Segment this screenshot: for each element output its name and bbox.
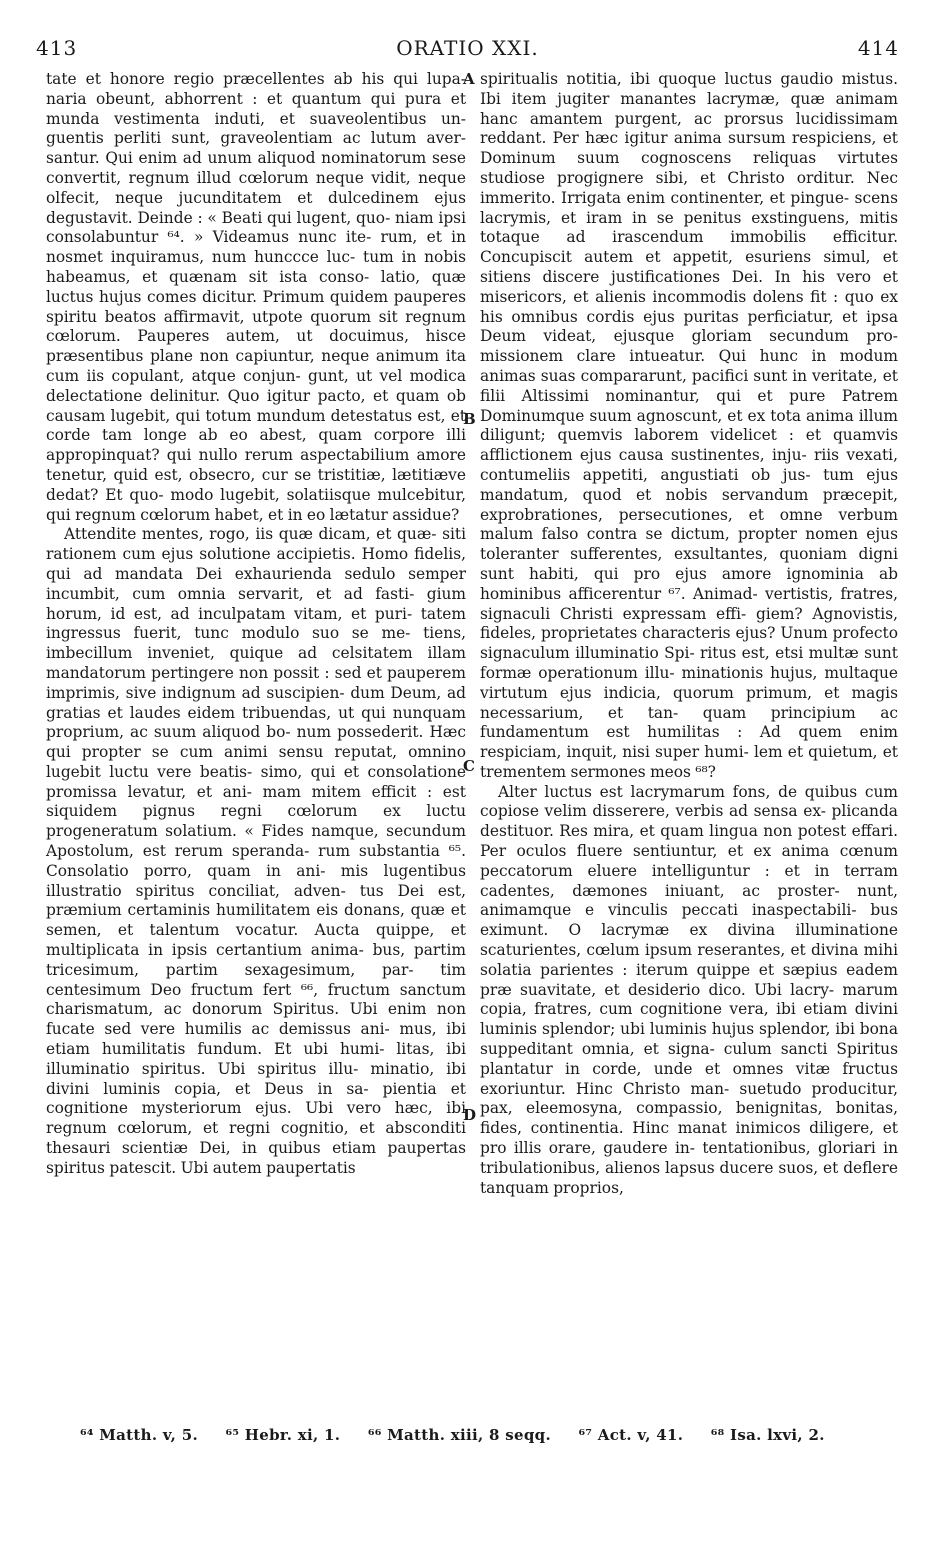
- paragraph: spiritualis notitia, ibi quoque luctus gaudio mistus. Ibi item jugiter manantes lacrymæ, quæ animam hanc amantem purgent, ac prorsus lucidissimam reddant. Per hæc igitur anima sursum respiciens, et Dominum suum cognoscens reliquas virtutes studiose progignere sibi, et Christo orditur. Nec immerito. Irrigata enim continenter, et pingue- scens lacrymis, et iram in se penitus exstinguens, mitis totaque ad irascendum immobilis efficitur. Concupiscit autem et appetit, esuriens simul, et sitiens discere justificationes Dei. In his vero et misericors, et alienis incommodis dolens fit : quo ex his omnibus cordis ejus puritas perficiatur, et ipsa Deum videat, ejusque gloriam secundum pro- missionem clare intueatur. Qui hunc in modum animas suas compararunt, pacifici sunt in veritate, et filii Altissimi nominantur, qui et pure Patrem Dominumque suum agnoscunt, et ex tota anima illum diligunt; quemvis laborem videlicet : et quamvis afflictionem ejus causa sustinentes, inju- riis vexati, contumeliis appetiti, angustiati ob jus- tum ejus mandatum, quod et nobis servandum præcepit, exprobrationes, persecutiones, et omne verbum malum falso contra se dictum, propter nomen ejus toleranter sufferentes, exsultantes, quoniam digni sunt habiti, qui pro ejus amore ignominia ab hominibus afficerentur ⁶⁷. Animad- vertistis, fratres, signaculi Christi expressam effi- giem? Agnovistis, fideles, proprietates characteris ejus? Unum profecto signaculum illuminatio Spi- ritus est, etsi multæ sunt formæ operationum illu- minationis hujus, multaque virtutum ejus indicia, quorum primum, et magis necessarium, et tan- quam principium ac fundamentum est humilitas : Ad quem enim respiciam, inquit, nisi super humi- lem et quietum, et trementem sermones meos ⁶⁸?: [480, 70, 898, 781]
- margin-letter-d: D: [463, 1106, 477, 1124]
- page-title: ORATIO XXI.: [396, 36, 539, 60]
- paragraph: Attendite mentes, rogo, iis quæ dicam, et quæ- siti rationem cum ejus solutione accipietis. Homo fidelis, qui ad mandata Dei exhaurienda sedulo semper incumbit, cum omnia servarit, et ad fasti- gium horum, id est, ad inculpatam vitam, et puri- tatem ingressus fuerit, tunc modulo suo se me- tiens, imbecillum inveniet, quique ad celsitatem illam mandatorum pertingere non possit : sed et pauperem imprimis, sive indignum ad suscipien- dum Deum, ad gratias et laudes eidem tribuendas, ut qui nunquam proprium, ac suum aliquod bo- num possederit. Hæc qui propter se cum animi sensu reputat, omnino lugebit luctu vere beatis- simo, qui et consolatione promissa levatur, et ani- mam mitem efficit : est siquidem pignus regni cœlorum ex luctu progeneratum solatium. « Fides namque, secundum Apostolum, est rerum speranda- rum substantia ⁶⁵. Consolatio porro, quam in ani- mis lugentibus illustratio spiritus conciliat, adven- tus Dei est, præmium certaminis humilitatem eis donans, quæ et semen, et talentum vocatur. Aucta quippe, et multiplicata in ipsis certantium anima- bus, partim tricesimum, partim sexagesimum, par- tim centesimum Deo fructum fert ⁶⁶, fructum sanctum charismatum, ac donorum Spiritus. Ubi enim non fucate sed vere humilis ac demissus ani- mus, ibi etiam humilitatis fundum. Et ubi humi- litas, ibi illuminatio spiritus. Ubi spiritus illu- minatio, ibi divini luminis copia, et Deus in sa- pientia et cognitione mysteriorum ejus. Ubi vero hæc, ibi regnum cœlorum, et regni cognitio, et absconditi thesauri scientiæ Dei, in quibus etiam paupertas spiritus patescit. Ubi autem paupertatis: [46, 525, 466, 1177]
- margin-letter-c: C: [463, 757, 475, 775]
- page-number-left: 413: [36, 36, 78, 60]
- footnote: ⁶⁴ Matth. v, 5.: [80, 1426, 198, 1444]
- footnote: ⁶⁷ Act. v, 41.: [578, 1426, 684, 1444]
- right-column: [480, 70, 898, 1198]
- paragraph: tate et honore regio præcellentes ab his qui lupa- naria obeunt, abhorrent : et quantum qui pura et munda vestimenta induti, et suaveolentibus un- guentis perliti sunt, graveolentiam ac lutum aver- santur. Qui enim ad unum aliquod nominatorum sese convertit, regnum illud cœlorum neque vidit, neque olfecit, neque jucunditatem et dulcedinem ejus degustavit. Deinde : « Beati qui lugent, quo- niam ipsi consolabuntur ⁶⁴. » Videamus nunc ite- rum, et in nosmet inquiramus, num hunccce luc- tum in nobis habeamus, et quænam sit ista conso- latio, quæ luctus hujus comes dicitur. Primum quidem pauperes spiritu beatos affirmavit, utpote quorum sit regnum cœlorum. Pauperes autem, ut docuimus, hisce præsentibus plane non capiuntur, neque animum ita cum iis copulant, atque conjun- gunt, ut vel modica delectatione delinitur. Quo igitur pacto, et quam ob causam lugebit, qui totum mundum detestatus est, et corde tam longe ab eo abest, quam corpore illi appropinquat? qui nullo rerum aspectabilium amore tenetur, quid est, obsecro, cur se tristitiæ, lætitiæve dedat? Et quo- modo lugebit, solatiisque mulcebitur, qui regnum cœlorum habet, et in eo lætatur assidue?: [46, 70, 466, 524]
- running-header: [0, 36, 935, 66]
- paragraph: Alter luctus est lacrymarum fons, de quibus cum copiose velim disserere, verbis ad sensa ex- plicanda destituor. Res mira, et quam lingua non potest effari. Per oculos fluere sentiuntur, et ex anima cœnum peccatorum eluere intelliguntur : et in terram cadentes, dæmones iniuant, ac proster- nunt, animamque e vinculis peccati inaspectabili- bus eximunt. O lacrymæ ex divina illuminatione scaturientes, cœlum ipsum reserantes, et divina mihi solatia parientes : iterum quippe et sæpius eadem præ suavitate, et desiderio dico. Ubi lacry- marum copia, fratres, cum cognitione vera, ibi etiam divini luminis splendor; ubi luminis hujus splendor, ibi bona suppeditant omnia, et signa- culum sancti Spiritus plantatur in corde, unde et omnes vitæ fructus exoriuntur. Hinc Christo man- suetudo producitur, pax, eleemosyna, compassio, benignitas, bonitas, fides, continentia. Hinc manat inimicos diligere, et pro illis orare, gaudere in- tentationibus, gloriari in tribulationibus, alienos lapsus ducere suos, et deflere tanquam proprios,: [480, 782, 898, 1197]
- page-number-right: 414: [857, 36, 899, 60]
- margin-letter-b: B: [463, 410, 476, 428]
- footnote: ⁶⁶ Matth. xiii, 8 seqq.: [367, 1426, 551, 1444]
- left-column: [46, 70, 466, 1179]
- footnote: ⁶⁸ Isa. lxvi, 2.: [710, 1426, 825, 1444]
- footnote: ⁶⁵ Hebr. xi, 1.: [225, 1426, 341, 1444]
- footnotes: [80, 1426, 880, 1444]
- margin-letter-a: A: [463, 70, 475, 88]
